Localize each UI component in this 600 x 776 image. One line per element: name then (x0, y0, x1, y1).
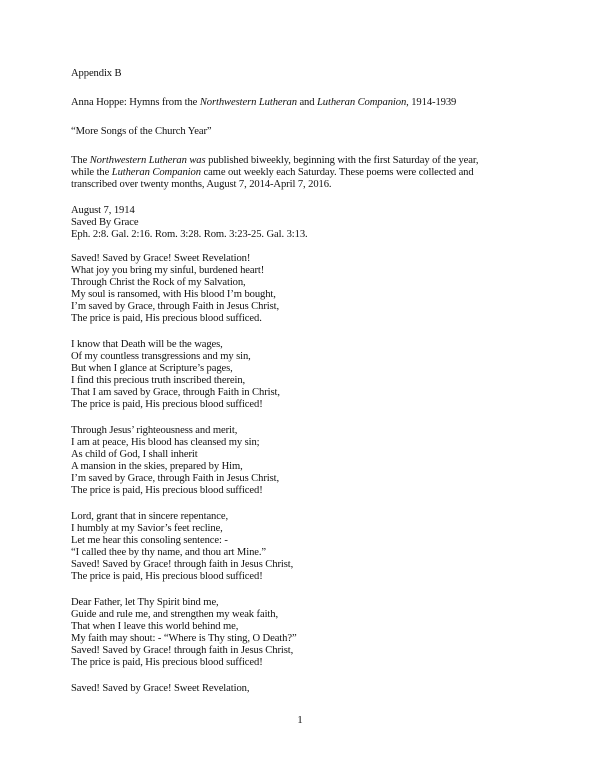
subtitle-publication-1: Northwestern Lutheran (199, 97, 297, 108)
verse-line: Through Christ the Rock of my Salvation, (71, 277, 246, 288)
intro-text: came out weekly each Saturday. These poems were collected and (200, 167, 474, 178)
intro-text: published biweekly, beginning with the first Saturday of the year, (205, 155, 479, 166)
subtitle-publication-2: Lutheran Companion (317, 97, 407, 108)
verse-line: The price is paid, His precious blood sufficed! (71, 657, 263, 668)
verse-line: Let me hear this consoling sentence: - (71, 535, 228, 546)
intro-text: while the (71, 167, 112, 178)
verse-line: My soul is ransomed, with His blood I’m bought, (71, 289, 276, 300)
verse-line: “I called thee by thy name, and thou art Mine.” (71, 547, 267, 558)
document-subtitle (71, 97, 456, 109)
verse-line: I’m saved by Grace, through Faith in Jesus Christ, (71, 301, 280, 312)
verse-line: The price is paid, His precious blood sufficed. (71, 313, 262, 324)
verse-line: Saved! Saved by Grace! Sweet Revelation! (71, 253, 251, 264)
verse-line: But when I glance at Scripture’s pages, (71, 363, 233, 374)
verse-line: Saved! Saved by Grace! through faith in Jesus Christ, (71, 645, 294, 656)
intro-line-1 (71, 155, 478, 167)
subtitle-mid: and (296, 97, 317, 108)
verse-line: I know that Death will be the wages, (71, 339, 223, 350)
verse-line: Lord, grant that in sincere repentance, (71, 511, 228, 522)
intro-line-2 (71, 167, 474, 179)
verse-line: What joy you bring my sinful, burdened heart! (71, 265, 265, 276)
verse-line: Saved! Saved by Grace! Sweet Revelation, (71, 683, 250, 694)
intro-line-3: transcribed over twenty months, August 7, 2014-April 7, 2016. (71, 179, 332, 190)
verse-line: Of my countless transgressions and my sin, (71, 351, 251, 362)
verse-line: I am at peace, His blood has cleansed my sin; (71, 437, 260, 448)
verse-line: Guide and rule me, and strengthen my weak faith, (71, 609, 279, 620)
verse-line: I find this precious truth inscribed therein, (71, 375, 246, 386)
verse-line: As child of God, I shall inherit (71, 449, 198, 460)
intro-text: The (71, 155, 90, 166)
series-title: “More Songs of the Church Year” (71, 126, 212, 137)
subtitle-prefix: Anna Hoppe: Hymns from the (71, 97, 200, 108)
verse-line: My faith may shout: - “Where is Thy sting, O Death?” (71, 633, 297, 644)
page-number: 1 (297, 714, 303, 726)
verse-line: Through Jesus’ righteousness and merit, (71, 425, 238, 436)
verse-line: That I am saved by Grace, through Faith in Christ, (71, 387, 280, 398)
verse-line: Saved! Saved by Grace! through faith in Jesus Christ, (71, 559, 294, 570)
verse-line: That when I leave this world behind me, (71, 621, 239, 632)
verse-line: Dear Father, let Thy Spirit bind me, (71, 597, 219, 608)
entry-date: August 7, 1914 (71, 205, 135, 216)
verse-line: I’m saved by Grace, through Faith in Jesus Christ, (71, 473, 280, 484)
scripture-references: Eph. 2:8. Gal. 2:16. Rom. 3:28. Rom. 3:23-25. Gal. 3:13. (71, 229, 308, 240)
verse-line: The price is paid, His precious blood sufficed! (71, 485, 263, 496)
verse-line: A mansion in the skies, prepared by Him, (71, 461, 243, 472)
verse-line: The price is paid, His precious blood sufficed! (71, 399, 263, 410)
intro-publication-2: Lutheran Companion (111, 167, 201, 178)
verse-line: The price is paid, His precious blood sufficed! (71, 571, 263, 582)
subtitle-suffix: , 1914-1939 (406, 97, 457, 108)
verse-line: I humbly at my Savior’s feet recline, (71, 523, 223, 534)
appendix-heading: Appendix B (71, 68, 122, 79)
hymn-title: Saved By Grace (71, 217, 139, 228)
intro-publication-1: Northwestern Lutheran was (89, 155, 206, 166)
